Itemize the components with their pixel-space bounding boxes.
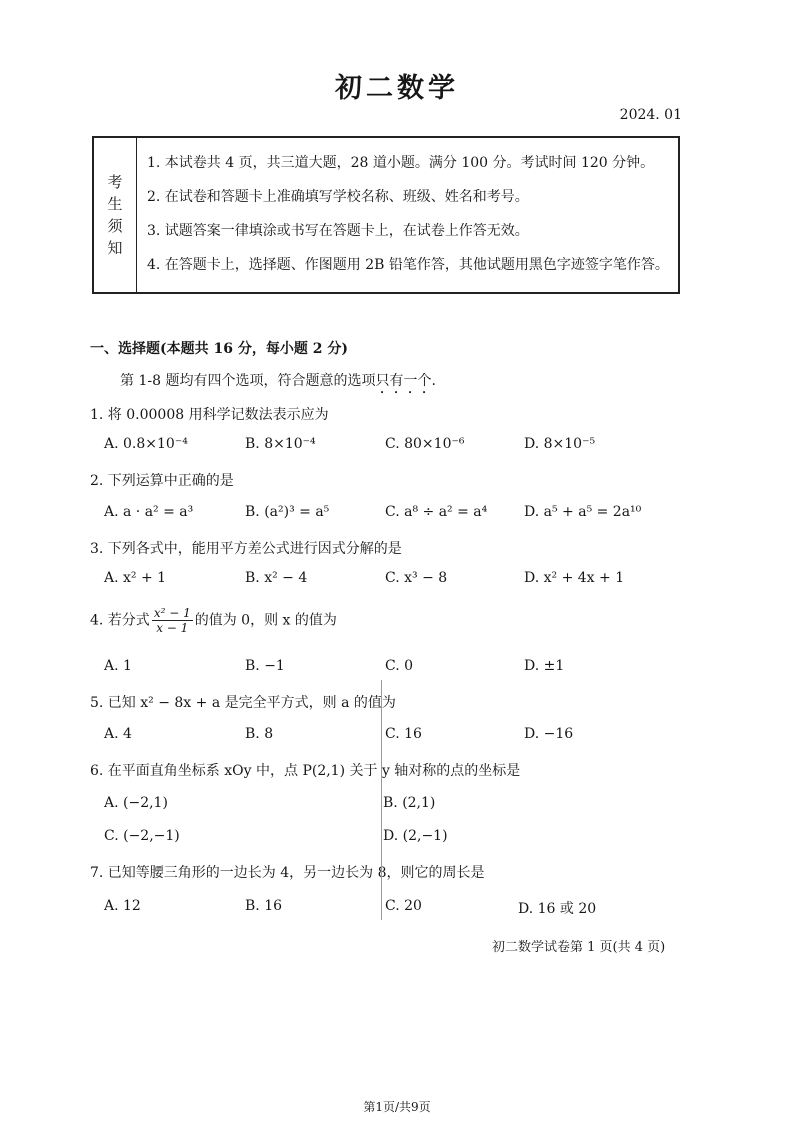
question-stem: [90, 606, 337, 635]
option-a: A. a · a² = a³: [104, 504, 194, 520]
stem-suffix: 的值为 0，则 x 的值为: [194, 612, 337, 629]
notice-item: 2. 在试卷和答题卡上准确填写学校名称、班级、姓名和考号。: [147, 189, 529, 205]
intro-emphasis: 只有一个: [375, 373, 432, 389]
option-b: B. (a²)³ = a⁵: [245, 504, 330, 520]
option-c: C. 80×10⁻⁶: [385, 436, 465, 452]
scan-fold-line: [381, 680, 382, 920]
fraction-numerator: x² − 1: [153, 606, 191, 620]
option-d: D. (2,−1): [383, 828, 448, 844]
option-d: D. 16 或 20: [518, 901, 597, 917]
stem-prefix: 4. 若分式: [90, 612, 150, 629]
option-d: D. 8×10⁻⁵: [524, 436, 596, 452]
question-stem: 1. 将 0.00008 用科学记数法表示应为: [90, 407, 329, 423]
option-c: C. 16: [385, 726, 422, 742]
option-b: B. x² − 4: [245, 570, 308, 586]
option-a: A. 4: [104, 726, 132, 742]
option-b: B. −1: [245, 658, 285, 674]
option-a: A. 1: [104, 658, 132, 674]
option-a: A. 12: [104, 898, 141, 914]
option-d: D. a⁵ + a⁵ = 2a¹⁰: [524, 504, 642, 520]
option-a: A. (−2,1): [104, 795, 168, 811]
fraction-denominator: x − 1: [156, 621, 189, 635]
option-d: D. −16: [524, 726, 574, 742]
question-stem: 6. 在平面直角坐标系 xOy 中，点 P(2,1) 关于 y 轴对称的点的坐标是: [90, 763, 521, 779]
intro-text: 第 1-8 题均有四个选项，符合题意的选项: [120, 373, 376, 389]
option-c: C. x³ − 8: [385, 570, 448, 586]
option-c: C. a⁸ ÷ a² = a⁴: [385, 504, 488, 520]
option-a: A. 0.8×10⁻⁴: [104, 436, 188, 452]
option-b: B. (2,1): [383, 795, 436, 811]
page-footer: 初二数学试卷第 1 页(共 4 页): [492, 940, 666, 955]
question-stem: 7. 已知等腰三角形的一边长为 4，另一边长为 8，则它的周长是: [90, 865, 485, 881]
option-a: A. x² + 1: [104, 570, 167, 586]
question-stem: 5. 已知 x² − 8x + a 是完全平方式，则 a 的值为: [90, 695, 396, 711]
option-b: B. 16: [245, 898, 283, 914]
notice-item: 1. 本试卷共 4 页，共三道大题，28 道小题。满分 100 分。考试时间 120 分钟。: [147, 155, 655, 171]
notice-label-char: 知: [107, 239, 123, 257]
section-intro: [120, 370, 436, 397]
option-c: C. (−2,−1): [104, 828, 180, 844]
notice-item: 4. 在答题卡上，选择题、作图题用 2B 铅笔作答，其他试题用黑色字迹签字笔作答。: [147, 257, 669, 273]
option-b: B. 8: [245, 726, 274, 742]
option-d: D. x² + 4x + 1: [524, 570, 625, 586]
pager: 第1页/共9页: [363, 1100, 431, 1114]
question-stem: 3. 下列各式中，能用平方差公式进行因式分解的是: [90, 541, 402, 557]
exam-date: 2024. 01: [619, 107, 682, 123]
notice-items: [137, 138, 669, 292]
option-d: D. ±1: [524, 658, 565, 674]
option-c: C. 20: [385, 898, 422, 914]
notice-label-char: 须: [107, 217, 123, 235]
option-c: C. 0: [385, 658, 414, 674]
fraction: [152, 606, 193, 635]
question-stem: 2. 下列运算中正确的是: [90, 473, 234, 489]
page-title: 初二数学: [335, 73, 459, 104]
notice-box: [92, 136, 680, 294]
notice-label-char: 考: [107, 173, 123, 191]
section-heading: 一、选择题(本题共 16 分，每小题 2 分): [90, 341, 348, 357]
notice-label-char: 生: [107, 195, 123, 213]
notice-label: [94, 138, 137, 292]
notice-item: 3. 试题答案一律填涂或书写在答题卡上，在试卷上作答无效。: [147, 223, 529, 239]
intro-end: .: [431, 373, 436, 389]
option-b: B. 8×10⁻⁴: [245, 436, 316, 452]
